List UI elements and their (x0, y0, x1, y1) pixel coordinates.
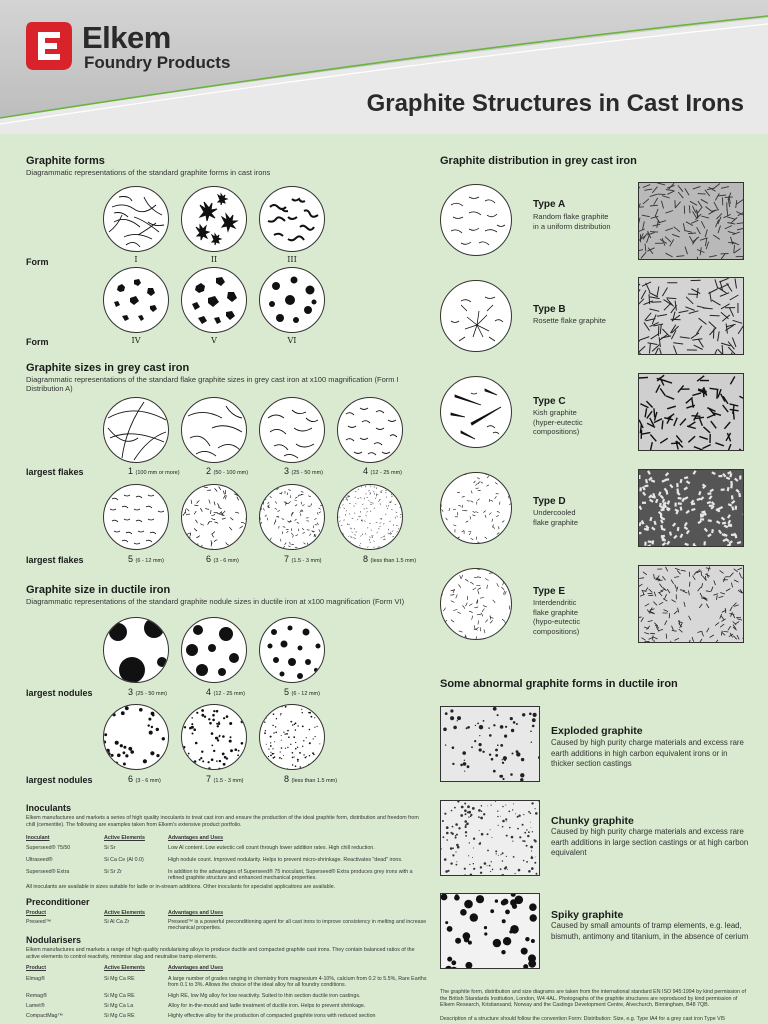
table-cell: A large number of grades ranging in chemistry from magnesium 4-10%, calcium from 0.2 to 5.5%, Rare Earths from 0.1 to 3%. Allows the choice of the ideal alloy for all foundry conditions. (168, 976, 427, 989)
type-desc-line: compositions) (533, 427, 580, 436)
type-desc-line: flake graphite (533, 607, 579, 617)
size-6-diagram (181, 484, 247, 550)
size-4-diagram (337, 397, 403, 463)
table-cell: Si Mg Ca La (104, 1003, 134, 1009)
table-header-cell: Active Elements (104, 835, 145, 841)
brand-subtitle: Foundry Products (84, 53, 231, 72)
elkem-logo-icon (24, 20, 74, 72)
type-desc-line: flake graphite (533, 517, 579, 527)
table-cell: Lamet® (26, 1003, 45, 1009)
largest-flakes-label: largest flakes (26, 555, 84, 565)
sizes-ductile-subtitle: Diagrammatic representations of the standard graphite nodule sizes in ductile iron at x100 magnification (Form VI) (26, 597, 405, 606)
type-e-micrograph (638, 565, 744, 643)
size-1-diagram (103, 397, 169, 463)
type-desc-line: (hypo-eutectic (533, 617, 581, 626)
nodule-8-diagram (259, 704, 325, 770)
size-8-diagram (337, 484, 403, 550)
page-title: Graphite Structures in Cast Irons (366, 90, 744, 117)
size-2-diagram (181, 397, 247, 463)
chunky-graphite-desc: Caused by high purity charge materials and excess rare earth additions in large section castings or at high carbon equivalent (551, 827, 749, 857)
form-row-label: Form (26, 257, 49, 267)
size-label-1: 1 (100 mm or more) (128, 466, 180, 476)
footnote-credits: The graphite form, distribution and size diagrams are taken from the international standard EN ISO 945:1994 by kind permission of the British Standards Institution, London, W4 4AL. Photographs of the graphite structures are reproduced by kind permission of Elkem Research, Kristiansand, Norway and the Castings Development Centre, Alvechurch, Birmingham, B48 7QB. (440, 989, 746, 1009)
chunky-graphite-title: Chunky graphite (551, 815, 634, 827)
form-vi-diagram (259, 267, 325, 333)
table-header-cell: Advantages and Uses (168, 910, 224, 916)
preconditioner-table (26, 910, 426, 934)
type-e-desc (533, 598, 580, 636)
nodularisers-intro: Elkem manufactures and markets a range of high quality nodularising alloys to produce ductile and compacted graphite cast irons. They contain balanced ratios of the active elements to control reactivity, minimise slag and neutralise tramp elements. (26, 947, 415, 960)
type-desc-line: Random flake graphite (533, 212, 609, 221)
table-header-cell: Inoculant (26, 835, 50, 841)
preconditioner-title: Preconditioner (26, 897, 90, 907)
type-c-desc (533, 408, 583, 437)
inoculants-intro: Elkem manufactures and markets a series of high quality inoculants to treat cast iron and ensure the production of the ideal graphite form, distribution and freedom from chill (cementite). The following are examples taken from Elkem's extensive product portfolio. (26, 815, 419, 828)
nodule-label-4: 4 (12 - 25 mm) (206, 687, 246, 697)
type-c-micrograph (638, 373, 744, 451)
nodule-4-diagram (181, 617, 247, 683)
table-cell: Superseed® 75/50 (26, 845, 71, 851)
size-label-7: 7 (1.5 - 3 mm) (284, 554, 322, 564)
type-a-micrograph (638, 182, 744, 260)
largest-nodules-label: largest nodules (26, 688, 93, 698)
size-label-5: 5 (6 - 12 mm) (128, 554, 164, 564)
type-d-diagram (440, 472, 512, 544)
type-b-diagram (440, 280, 512, 352)
size-label-6: 6 (3 - 6 mm) (206, 554, 239, 564)
form-roman-label: IV (131, 336, 141, 345)
table-cell: Si Mg Ca RE (104, 976, 135, 982)
type-desc-line: in a uniform distribution (533, 221, 611, 231)
table-cell: Si Ca Ce (Al 0.0) (104, 857, 144, 863)
size-7-diagram (259, 484, 325, 550)
nodularisers-title: Nodularisers (26, 935, 82, 945)
table-header-cell: Advantages and Uses (168, 965, 224, 971)
table-cell: Low Al content. Low eutectic cell count through lower addition rates. High chill reduction. (168, 845, 375, 851)
nodularisers-table (26, 965, 426, 1024)
header-banner (0, 0, 768, 138)
exploded-graphite-desc: Caused by high purity charge materials and excess rare earth additions in high carbon equivalent irons or in thicker section castings (551, 738, 744, 768)
nodule-label-5: 5 (6 - 12 mm) (284, 687, 320, 697)
nodule-6-diagram (103, 704, 169, 770)
sizes-grey-subtitle: Diagrammatic representations of the standard flake graphite sizes in grey cast iron at x100 magnification (Form I Distribution A) (26, 375, 399, 393)
table-cell: Preseed™ is a powerful preconditioning agent for all cast irons to improve consistency in melting and increase mechanical properties. (168, 919, 427, 932)
type-desc-line: Rosette flake graphite (533, 316, 606, 325)
table-cell: Si Mg Ca RE (104, 1013, 135, 1019)
table-cell: Preseed™ (26, 919, 52, 925)
type-a-title: Type A (533, 199, 566, 210)
form-roman-label: III (287, 255, 297, 264)
form-row-label: Form (26, 337, 49, 347)
size-5-diagram (103, 484, 169, 550)
table-header-cell: Product (26, 965, 47, 971)
forms-title: Graphite forms (26, 155, 105, 167)
form-roman-label: I (134, 255, 138, 264)
form-roman-label: VI (287, 336, 297, 345)
nodule-label-8: 8 (less than 1.5 mm) (284, 774, 338, 784)
type-e-title: Type E (533, 586, 566, 597)
table-cell: Elmag® (26, 976, 45, 982)
type-b-title: Type B (533, 304, 566, 315)
table-cell: Si Al Ca Zr (104, 919, 130, 925)
form-iii-diagram (259, 186, 325, 252)
size-label-2: 2 (50 - 100 mm) (206, 466, 249, 476)
type-d-micrograph (638, 469, 744, 547)
table-cell: Highly effective alloy for the production of compacted graphite irons with reduced section (168, 1013, 376, 1019)
table-cell: Alloy for in-the-mould and ladle treatment of ductile iron. Helps to prevent shrinkage. (168, 1003, 366, 1009)
form-ii-diagram (181, 186, 247, 252)
table-header-cell: Product (26, 910, 47, 916)
table-cell: High nodule count. Improved nodularity. Helps to prevent micro-shrinkage. Reactivates "dead" irons. (168, 857, 403, 863)
nodule-3-diagram (103, 617, 169, 683)
table-cell: CompactMag™ (26, 1013, 63, 1019)
spiky-graphite-desc: Caused by small amounts of tramp elements, e.g. lead, bismuth, antimony and titanium, in the absence of cerium (551, 921, 749, 941)
size-label-8: 8 (less than 1.5 mm) (363, 554, 417, 564)
size-label-4: 4 (12 - 25 mm) (363, 466, 403, 476)
form-roman-label: II (210, 255, 218, 264)
brand-name: Elkem (82, 20, 171, 55)
type-b-micrograph (638, 277, 744, 355)
type-d-title: Type D (533, 496, 566, 507)
largest-flakes-label: largest flakes (26, 467, 84, 477)
forms-subtitle: Diagrammatic representations of the standard graphite forms in cast irons (26, 168, 271, 177)
nodule-label-6: 6 (3 - 6 mm) (128, 774, 161, 784)
form-i-diagram (103, 186, 169, 252)
table-cell: Si Mg Ca RE (104, 993, 135, 999)
type-c-diagram (440, 376, 512, 448)
footnote-convention: Description of a structure should follow the convention Form: Distribution: Size, e.g. Type IA4 for a grey cast iron Type VI5 (440, 1016, 726, 1022)
table-cell: Superseed® Extra (26, 869, 70, 875)
size-3-diagram (259, 397, 325, 463)
type-d-desc (533, 508, 578, 527)
table-cell: Si Sr Zr (104, 869, 122, 875)
type-desc-line: Interdendritic (533, 598, 577, 607)
nodule-7-diagram (181, 704, 247, 770)
sizes-grey-title: Graphite sizes in grey cast iron (26, 362, 190, 374)
type-desc-line: compositions) (533, 626, 580, 636)
type-a-desc (533, 212, 611, 231)
abnormal-title: Some abnormal graphite forms in ductile iron (440, 678, 678, 690)
type-desc-line: Undercooled (533, 508, 576, 517)
type-c-title: Type C (533, 396, 566, 407)
distribution-title: Graphite distribution in grey cast iron (440, 155, 637, 167)
table-cell: Remag® (26, 993, 47, 999)
spiky-graphite-title: Spiky graphite (551, 909, 624, 921)
table-header-cell: Active Elements (104, 910, 145, 916)
sizes-ductile-title: Graphite size in ductile iron (26, 584, 171, 596)
size-label-3: 3 (25 - 50 mm) (284, 466, 324, 476)
table-cell: Ultraseed® (26, 857, 53, 863)
form-iv-diagram (103, 267, 169, 333)
type-desc-line: (hyper-eutectic (533, 417, 583, 427)
largest-nodules-label: largest nodules (26, 775, 93, 785)
type-desc-line: Kish graphite (533, 408, 577, 417)
nodule-label-7: 7 (1.5 - 3 mm) (206, 774, 244, 784)
type-a-diagram (440, 184, 512, 256)
chunky-graphite-micrograph (440, 800, 540, 876)
form-roman-label: V (211, 336, 217, 345)
type-e-diagram (440, 568, 512, 640)
type-b-desc (533, 316, 606, 326)
nodule-5-diagram (259, 617, 325, 683)
spiky-graphite-micrograph (440, 893, 540, 969)
inoculants-note: All inoculants are available in sizes suitable for ladle or in-stream additions. Other inoculants for specialist applications are available. (26, 884, 336, 890)
exploded-graphite-micrograph (440, 706, 540, 782)
table-cell: High RE, low Mg alloy for low reactivity. Suited to thin section ductile iron castings. (168, 993, 361, 999)
exploded-graphite-title: Exploded graphite (551, 725, 643, 737)
table-cell: Si Sr (104, 845, 116, 851)
table-header-cell: Active Elements (104, 965, 145, 971)
form-v-diagram (181, 267, 247, 333)
nodule-label-3: 3 (25 - 50 mm) (128, 687, 168, 697)
table-header-cell: Advantages and Uses (168, 835, 224, 841)
inoculants-title: Inoculants (26, 803, 72, 813)
table-cell: In addition to the advantages of Superseed® 75 inoculant, Superseed® Extra produces grey irons with a refined graphite structure and enhanced mechanical properties. (168, 869, 413, 882)
